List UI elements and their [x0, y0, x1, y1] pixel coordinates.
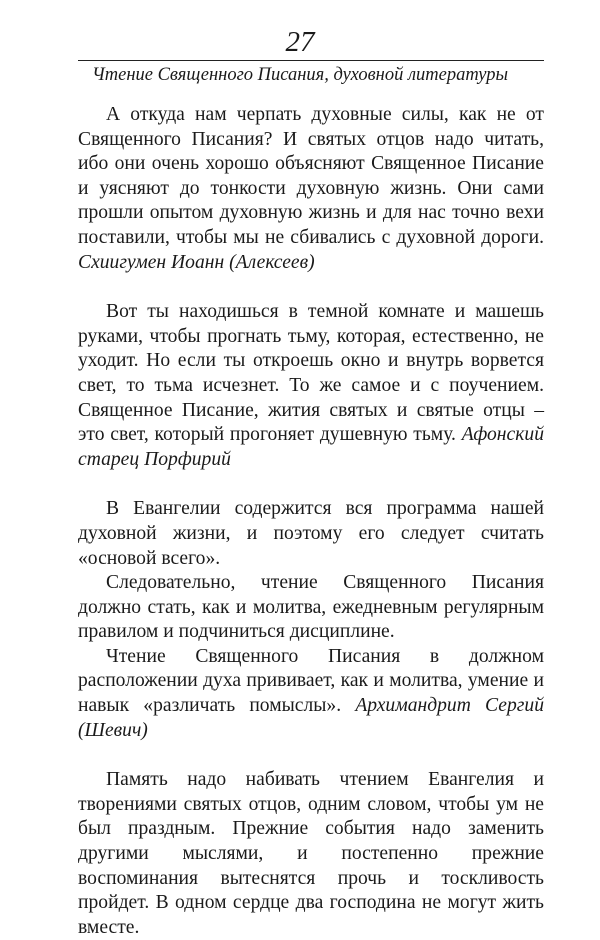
paragraph-text: А откуда нам черпать духовные силы, как не от Священного Писания? И святых отцов надо читать, ибо они очень хорошо объясняют Священное Писание и уясняют до тонкости духовную жизнь. Они сами прошли опытом духовную жизнь и для нас точно вехи поставили, чтобы мы не сбивались с духовной дороги.: [78, 104, 544, 248]
paragraph: [78, 300, 544, 472]
paragraph-text: Память надо набивать чтением Евангелия и творениями святых отцов, одним словом, чтобы ум не был праздным. Прежние события надо заменить другими мыслями, и постепенно прежние воспоминания вытеснятся прочь и тоскливость пройдет. В одном сердце два господина не могут жить вместе.: [78, 769, 544, 938]
quote-attribution: Архимандрит Сергий (Шевич): [78, 695, 544, 741]
paragraph: [78, 103, 544, 275]
paragraph-text: Вот ты находишься в темной комнате и машешь руками, чтобы прогнать тьму, которая, естественно, не уходит. Но если ты откроешь окно и внутрь ворвется свет, то тьма исчезнет. То же самое и с поучением. Священное Писание, жития святых и святые отцы – это свет, который прогоняет душевную тьму.: [78, 301, 544, 446]
section-gap: [78, 275, 544, 300]
text-block: [78, 103, 544, 940]
paragraph-text: В Евангелии содержится вся программа нашей духовной жизни, и поэтому его следует считать «основой всего».: [78, 498, 544, 569]
paragraph-text: Чтение Священного Писания в должном расположении духа прививает, как и молитва, умение и навык «различать помыслы».: [78, 645, 544, 717]
paragraph: [78, 571, 544, 645]
running-head: Чтение Священного Писания, духовной литературы: [92, 65, 508, 85]
section-gap: [78, 743, 544, 768]
paragraph: [78, 497, 544, 571]
paragraph: [78, 645, 544, 743]
quote-attribution: Схиигумен Иоанн (Алексеев): [78, 251, 315, 273]
section-gap: [78, 472, 544, 497]
paragraph: [78, 768, 544, 940]
header-rule: [78, 60, 544, 61]
paragraph-text: Следовательно, чтение Священного Писания должно стать, как и молитва, ежедневным регулярным правилом и подчиниться дисциплине.: [78, 572, 544, 643]
page-number: 27: [285, 26, 315, 58]
quote-attribution: Афонский старец Порфирий: [78, 424, 544, 470]
